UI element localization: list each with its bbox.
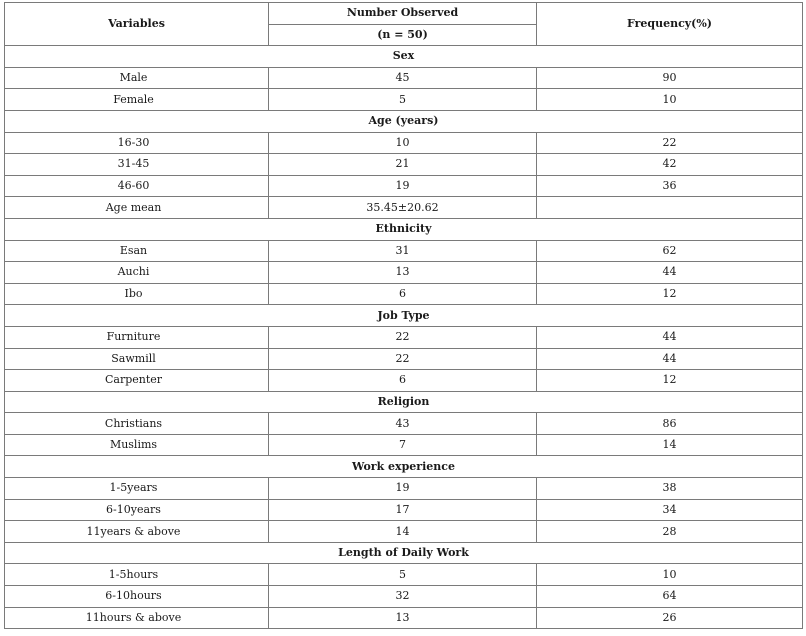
row-number-observed: 14 (269, 521, 537, 543)
row-label: 6-10hours (5, 586, 269, 608)
row-frequency: 26 (537, 607, 803, 629)
row-label: Esan (5, 240, 269, 262)
row-frequency: 34 (537, 499, 803, 521)
section-header-row (5, 110, 803, 132)
table-row (5, 283, 803, 305)
row-label: 11years & above (5, 521, 269, 543)
row-frequency: 44 (537, 348, 803, 370)
row-frequency: 12 (537, 283, 803, 305)
row-frequency: 12 (537, 370, 803, 392)
row-frequency: 90 (537, 67, 803, 89)
section-title: Sex (5, 46, 803, 68)
table-row (5, 499, 803, 521)
table-row (5, 521, 803, 543)
section-header-row (5, 305, 803, 327)
row-number-observed: 32 (269, 586, 537, 608)
table-row (5, 586, 803, 608)
section-title: Job Type (5, 305, 803, 327)
row-number-observed: 22 (269, 326, 537, 348)
row-number-observed: 17 (269, 499, 537, 521)
row-frequency: 36 (537, 175, 803, 197)
row-label: Auchi (5, 262, 269, 284)
row-frequency: 28 (537, 521, 803, 543)
table-row (5, 413, 803, 435)
table-row (5, 348, 803, 370)
row-number-observed: 5 (269, 89, 537, 111)
table-row (5, 326, 803, 348)
row-label: 6-10years (5, 499, 269, 521)
section-header-row (5, 391, 803, 413)
row-label: Furniture (5, 326, 269, 348)
section-header-row (5, 46, 803, 68)
row-number-observed: 5 (269, 564, 537, 586)
row-label: 11hours & above (5, 607, 269, 629)
row-label: Ibo (5, 283, 269, 305)
table-row (5, 262, 803, 284)
row-label: Sawmill (5, 348, 269, 370)
row-frequency: 86 (537, 413, 803, 435)
row-frequency: 22 (537, 132, 803, 154)
header-sample-size: (n = 50) (269, 24, 537, 46)
row-frequency: 64 (537, 586, 803, 608)
section-title: Age (years) (5, 110, 803, 132)
row-number-observed: 6 (269, 283, 537, 305)
section-title: Ethnicity (5, 218, 803, 240)
row-label: Female (5, 89, 269, 111)
table-row (5, 67, 803, 89)
section-title: Length of Daily Work (5, 542, 803, 564)
row-frequency: 42 (537, 154, 803, 176)
row-number-observed: 13 (269, 262, 537, 284)
table-row (5, 197, 803, 219)
section-title: Work experience (5, 456, 803, 478)
row-label: Male (5, 67, 269, 89)
row-number-observed: 19 (269, 478, 537, 500)
row-number-observed: 43 (269, 413, 537, 435)
row-number-observed: 7 (269, 434, 537, 456)
row-number-observed: 22 (269, 348, 537, 370)
table-row (5, 564, 803, 586)
section-title: Religion (5, 391, 803, 413)
row-number-observed: 35.45±20.62 (269, 197, 537, 219)
header-row (5, 3, 803, 25)
row-label: 1-5hours (5, 564, 269, 586)
table-body (5, 46, 803, 629)
row-frequency (537, 197, 803, 219)
header-frequency: Frequency(%) (537, 3, 803, 46)
section-header-row (5, 456, 803, 478)
row-frequency: 38 (537, 478, 803, 500)
table-row (5, 89, 803, 111)
row-label: 46-60 (5, 175, 269, 197)
row-label: Age mean (5, 197, 269, 219)
section-header-row (5, 542, 803, 564)
row-number-observed: 6 (269, 370, 537, 392)
row-frequency: 14 (537, 434, 803, 456)
row-number-observed: 10 (269, 132, 537, 154)
section-header-row (5, 218, 803, 240)
row-label: 31-45 (5, 154, 269, 176)
row-frequency: 44 (537, 326, 803, 348)
table-row (5, 132, 803, 154)
header-number-observed: Number Observed (269, 3, 537, 25)
row-label: Christians (5, 413, 269, 435)
row-label: 16-30 (5, 132, 269, 154)
table-row (5, 240, 803, 262)
table-row (5, 175, 803, 197)
table-row (5, 434, 803, 456)
table-row (5, 370, 803, 392)
row-frequency: 10 (537, 564, 803, 586)
row-frequency: 44 (537, 262, 803, 284)
row-number-observed: 45 (269, 67, 537, 89)
row-number-observed: 31 (269, 240, 537, 262)
row-label: 1-5years (5, 478, 269, 500)
row-label: Carpenter (5, 370, 269, 392)
demographics-table (4, 2, 803, 629)
table-row (5, 478, 803, 500)
row-number-observed: 21 (269, 154, 537, 176)
row-number-observed: 19 (269, 175, 537, 197)
row-frequency: 10 (537, 89, 803, 111)
header-variables: Variables (5, 3, 269, 46)
table-row (5, 607, 803, 629)
row-number-observed: 13 (269, 607, 537, 629)
row-frequency: 62 (537, 240, 803, 262)
row-label: Muslims (5, 434, 269, 456)
table-row (5, 154, 803, 176)
